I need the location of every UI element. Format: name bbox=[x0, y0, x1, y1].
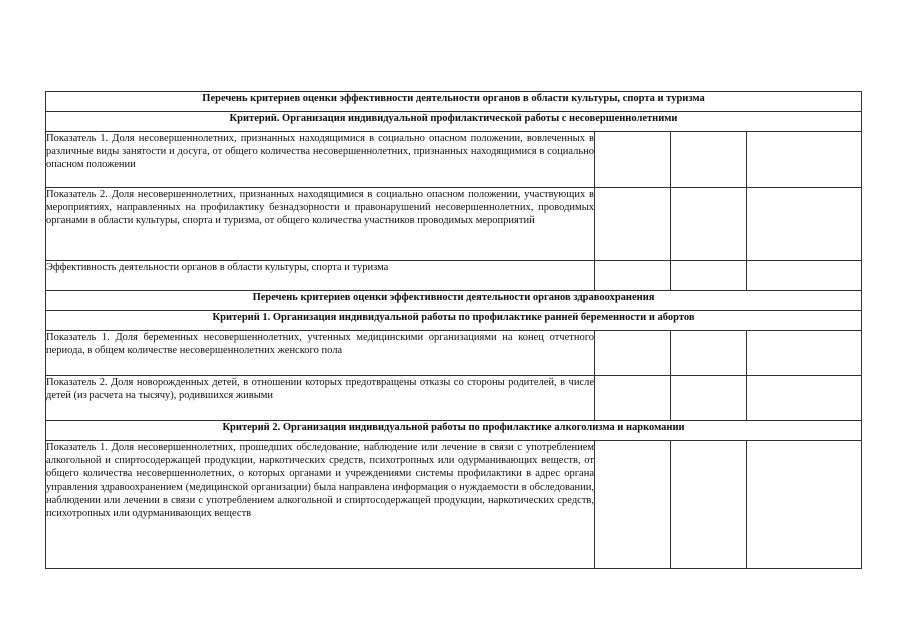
section-header-row bbox=[46, 291, 862, 311]
value-cell bbox=[671, 132, 747, 188]
section-title-health: Перечень критериев оценки эффективности деятельности органов здравоохранения bbox=[46, 291, 862, 311]
value-cell bbox=[595, 441, 671, 569]
table-row bbox=[46, 188, 862, 261]
value-cell bbox=[595, 132, 671, 188]
section-title-culture: Перечень критериев оценки эффективности деятельности органов в области культуры, спорта и туризма bbox=[46, 92, 862, 112]
criterion-title: Критерий 2. Организация индивидуальной работы по профилактике алкоголизма и наркомании bbox=[46, 421, 862, 441]
summary-text: Эффективность деятельности органов в области культуры, спорта и туризма bbox=[46, 261, 595, 291]
value-cell bbox=[747, 132, 862, 188]
value-cell bbox=[671, 331, 747, 376]
table-row bbox=[46, 376, 862, 421]
value-cell bbox=[595, 261, 671, 291]
value-cell bbox=[747, 331, 862, 376]
indicator-text: Показатель 1. Доля несовершеннолетних, признанных находящимися в социально опасном положении, вовлеченных в различные виды занятости и досуга, от общего количества несовершеннолетних, признанных находящимися в социально опасном положении bbox=[46, 132, 595, 188]
criterion-title: Критерий 1. Организация индивидуальной работы по профилактике ранней беременности и абортов bbox=[46, 311, 862, 331]
criteria-table bbox=[45, 91, 862, 569]
table-row bbox=[46, 132, 862, 188]
value-cell bbox=[747, 188, 862, 261]
section-header-row bbox=[46, 92, 862, 112]
criterion-title: Критерий. Организация индивидуальной профилактической работы с несовершеннолетними bbox=[46, 112, 862, 132]
value-cell bbox=[747, 441, 862, 569]
value-cell bbox=[671, 188, 747, 261]
criterion-header-row bbox=[46, 112, 862, 132]
value-cell bbox=[671, 441, 747, 569]
value-cell bbox=[595, 331, 671, 376]
table-row bbox=[46, 331, 862, 376]
value-cell bbox=[671, 376, 747, 421]
table-row bbox=[46, 261, 862, 291]
criterion-header-row bbox=[46, 421, 862, 441]
value-cell bbox=[595, 188, 671, 261]
criterion-header-row bbox=[46, 311, 862, 331]
table-row bbox=[46, 441, 862, 569]
value-cell bbox=[747, 376, 862, 421]
indicator-text: Показатель 2. Доля несовершеннолетних, признанных находящимися в социально опасном положении, участвующих в мероприятиях, направленных на профилактику безнадзорности и правонарушений несовершеннолетних, проводимых органами в области культуры, спорта и туризма, от общего количества участников проводимых мероприятий bbox=[46, 188, 595, 261]
value-cell bbox=[671, 261, 747, 291]
value-cell bbox=[595, 376, 671, 421]
indicator-text: Показатель 1. Доля беременных несовершеннолетних, учтенных медицинскими организациями на конец отчетного периода, в общем количестве несовершеннолетних женского пола bbox=[46, 331, 595, 376]
indicator-text: Показатель 1. Доля несовершеннолетних, прошедших обследование, наблюдение или лечение в связи с употреблением алкогольной и спиртосодержащей продукции, наркотических средств, психотропных или одурманивающих веществ, от общего количества несовершеннолетних, о которых органами и учреждениями системы профилактики в адрес органа управления здравоохранением (медицинской организации) была направлена информация о нуждаемости в обследовании, наблюдении или лечении в связи с употреблением алкогольной и спиртосодержащей продукции, наркотических средств, психотропных или одурманивающих веществ bbox=[46, 441, 595, 569]
value-cell bbox=[747, 261, 862, 291]
indicator-text: Показатель 2. Доля новорожденных детей, в отношении которых предотвращены отказы со стороны родителей, в числе детей (из расчета на тысячу), родившихся живыми bbox=[46, 376, 595, 421]
